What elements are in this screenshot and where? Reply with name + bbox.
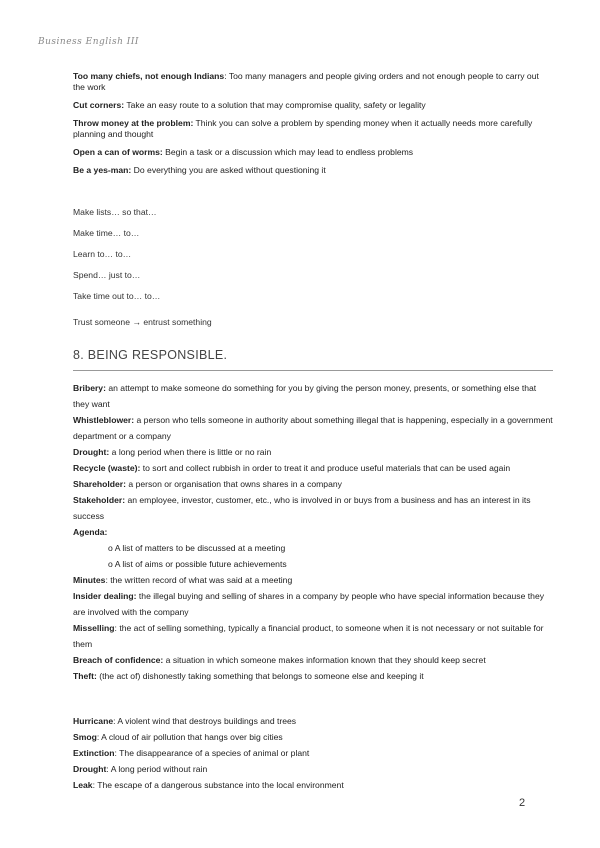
definition-text: a long period when there is little or no rain	[109, 447, 272, 457]
idiom-definition: Begin a task or a discussion which may lead to endless problems	[162, 147, 414, 157]
environment-definition: : A violent wind that destroys buildings and trees	[113, 716, 297, 726]
trust-line: Trust someone → entrust something	[73, 317, 212, 327]
definition-text: an employee, investor, customer, etc., who is involved in or buys from a business and has an interest in its success	[73, 495, 531, 521]
environment-term: Smog	[73, 732, 97, 742]
idiom-entry	[73, 118, 553, 140]
definition-text: a situation in which someone makes information known that they should keep secret	[163, 655, 486, 665]
definition-text: a person or organisation that owns shares in a company	[126, 479, 342, 489]
definition-text: the illegal buying and selling of shares in a company by people who have special information because they are involved with the company	[73, 591, 545, 617]
environment-definition: : The disappearance of a species of animal or plant	[114, 748, 310, 758]
page-number: 2	[519, 797, 526, 809]
environment-entry	[73, 761, 553, 777]
definitions-list	[73, 380, 553, 684]
running-header: Business English III	[38, 37, 139, 47]
environment-term: Leak	[73, 780, 93, 790]
definition-term: Bribery:	[73, 383, 106, 393]
definition-term: Recycle (waste):	[73, 463, 141, 473]
idiom-entry	[73, 71, 553, 93]
definition-entry	[73, 460, 553, 476]
idiom-entry	[73, 147, 553, 158]
definition-entry	[73, 652, 553, 668]
definition-entry	[73, 668, 553, 684]
idiom-definition: : Too many managers and people giving orders and not enough people to carry out the work	[73, 71, 539, 92]
environment-entry	[73, 745, 553, 761]
structures-list	[73, 207, 553, 312]
definition-term: Drought:	[73, 447, 110, 457]
environment-term: Drought	[73, 764, 107, 774]
definition-entry	[73, 524, 553, 540]
definition-entry	[73, 492, 553, 524]
definition-text: a person who tells someone in authority about something illegal that is happening, especially in a government department or a company	[73, 415, 553, 441]
definition-term: Agenda:	[73, 527, 108, 537]
definition-text: (the act of) dishonestly taking something that belongs to someone else and keeping it	[96, 671, 424, 681]
definition-term: Shareholder:	[73, 479, 127, 489]
definition-term: Whistleblower:	[73, 415, 135, 425]
environment-entry	[73, 777, 553, 793]
structure-line: Make lists… so that…	[73, 207, 157, 217]
idiom-definition: Take an easy route to a solution that may compromise quality, safety or legality	[124, 100, 426, 110]
definition-entry	[73, 444, 553, 460]
definition-term: Misselling	[73, 623, 115, 633]
definition-term: Theft:	[73, 671, 97, 681]
idiom-term: Throw money at the problem:	[73, 118, 194, 128]
definition-text: : the act of selling something, typically a financial product, to someone when it is not necessary or not suitable for them	[73, 623, 544, 649]
idiom-term: Too many chiefs, not enough Indians	[73, 71, 225, 81]
agenda-item: o A list of matters to be discussed at a meeting	[108, 543, 286, 553]
idiom-definition: Think you can solve a problem by spending money when it actually needs more carefully planning and thought	[73, 118, 533, 139]
definition-term: Insider dealing:	[73, 591, 137, 601]
definition-text: an attempt to make someone do something for you by giving the person money, presents, or something else that they want	[73, 383, 537, 409]
definition-entry	[73, 476, 553, 492]
structure-line: Take time out to… to…	[73, 291, 161, 301]
environment-terms-list	[73, 713, 553, 793]
environment-term: Hurricane	[73, 716, 114, 726]
idiom-term: Cut corners:	[73, 100, 125, 110]
definition-entry	[73, 380, 553, 412]
environment-entry	[73, 713, 553, 729]
definition-text: to sort and collect rubbish in order to treat it and produce useful materials that can be used again	[140, 463, 511, 473]
section-heading: 8. BEING RESPONSIBLE.	[73, 348, 228, 362]
agenda-item: o A list of aims or possible future achievements	[108, 559, 287, 569]
environment-definition: : The escape of a dangerous substance into the local environment	[92, 780, 344, 790]
idiom-term: Be a yes-man:	[73, 165, 132, 175]
trust-note	[73, 317, 553, 338]
environment-entry	[73, 729, 553, 745]
environment-definition: : A cloud of air pollution that hangs over big cities	[96, 732, 283, 742]
structure-line: Spend… just to…	[73, 270, 141, 280]
definition-entry	[73, 572, 553, 588]
idiom-definition: Do everything you are asked without questioning it	[131, 165, 326, 175]
idioms-list	[73, 71, 553, 183]
environment-definition: : A long period without rain	[106, 764, 208, 774]
definition-entry	[73, 620, 553, 652]
idiom-entry	[73, 100, 553, 111]
idiom-entry	[73, 165, 553, 176]
definition-entry	[73, 412, 553, 444]
definition-term: Breach of confidence:	[73, 655, 164, 665]
environment-term: Extinction	[73, 748, 115, 758]
heading-divider	[73, 370, 553, 371]
definition-text: : the written record of what was said at a meeting	[105, 575, 293, 585]
idiom-term: Open a can of worms:	[73, 147, 163, 157]
structure-line: Learn to… to…	[73, 249, 132, 259]
structure-line: Make time… to…	[73, 228, 140, 238]
definition-entry	[73, 588, 553, 620]
definition-term: Minutes	[73, 575, 106, 585]
definition-term: Stakeholder:	[73, 495, 126, 505]
